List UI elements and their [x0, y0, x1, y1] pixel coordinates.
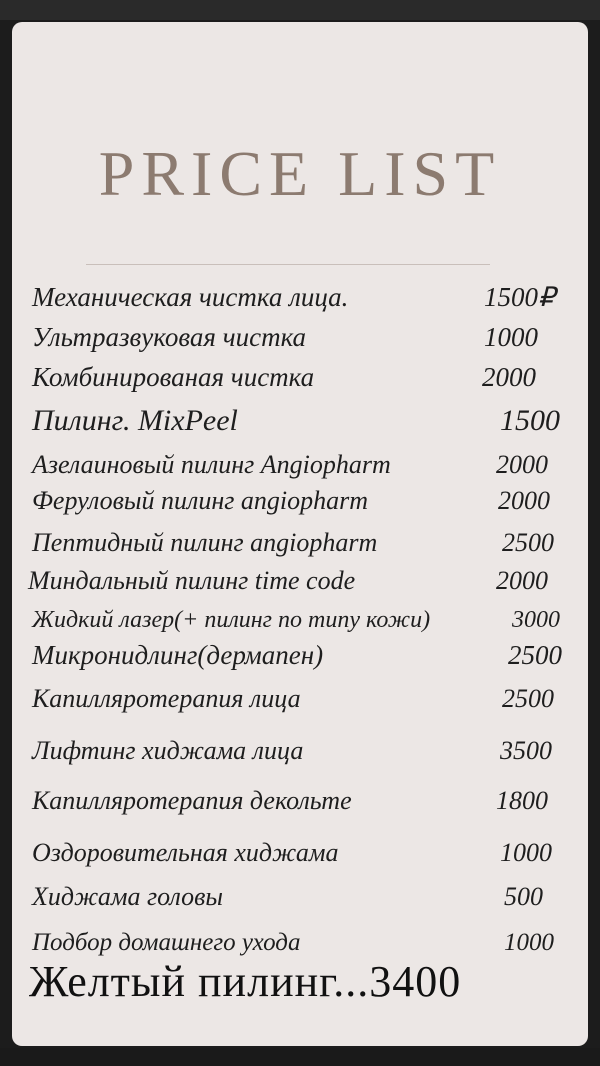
service-price: 1000: [484, 322, 538, 352]
service-price: 2500: [502, 528, 554, 557]
service-price: 1500: [500, 404, 560, 437]
service-price: 3500: [500, 736, 552, 765]
service-name: Пептидный пилинг angiopharm: [32, 528, 378, 557]
service-name: Хиджама головы: [32, 882, 224, 911]
service-price: 1800: [496, 786, 548, 815]
service-price: 3000: [512, 607, 560, 633]
service-name: Оздоровительная хиджама: [32, 838, 339, 867]
service-name: Подбор домашнего ухода: [32, 929, 301, 956]
service-name: Азелаиновый пилинг Angiopharm: [32, 450, 391, 479]
bottom-strip: [0, 1048, 600, 1066]
service-price: 2500: [502, 684, 554, 713]
service-price: 2000: [482, 362, 536, 392]
service-name: Миндальный пилинг time code: [28, 566, 356, 595]
service-price: 2000: [498, 486, 550, 515]
service-price: 1000: [500, 838, 552, 867]
yellow-peeling-line: Желтый пилинг...3400: [29, 957, 462, 1006]
service-price: 2500: [508, 640, 562, 670]
service-name: Жидкий лазер(+ пилинг по типу кожи): [32, 607, 431, 633]
service-name: Микронидлинг(дермапен): [32, 640, 324, 670]
service-price: 2000: [496, 450, 548, 479]
service-name: Феруловый пилинг angiopharm: [32, 486, 368, 515]
service-price: 1500₽: [484, 282, 556, 312]
service-name: Капилляротерапия декольте: [32, 786, 352, 815]
price-list-card: [12, 22, 588, 1046]
top-status-strip: [0, 0, 600, 20]
title-divider: [86, 264, 490, 265]
service-name: Пилинг. MixPeel: [32, 404, 238, 437]
service-name: Механическая чистка лица.: [32, 282, 349, 312]
service-name: Лифтинг хиджама лица: [32, 736, 304, 765]
service-name: Ультразвуковая чистка: [32, 322, 307, 352]
service-name: Капилляротерапия лица: [32, 684, 301, 713]
service-name: Комбинированая чистка: [32, 362, 315, 392]
page-title: PRICE LIST: [98, 138, 502, 209]
service-price: 2000: [496, 566, 548, 595]
service-price: 1000: [504, 929, 554, 956]
service-price: 500: [504, 882, 543, 911]
